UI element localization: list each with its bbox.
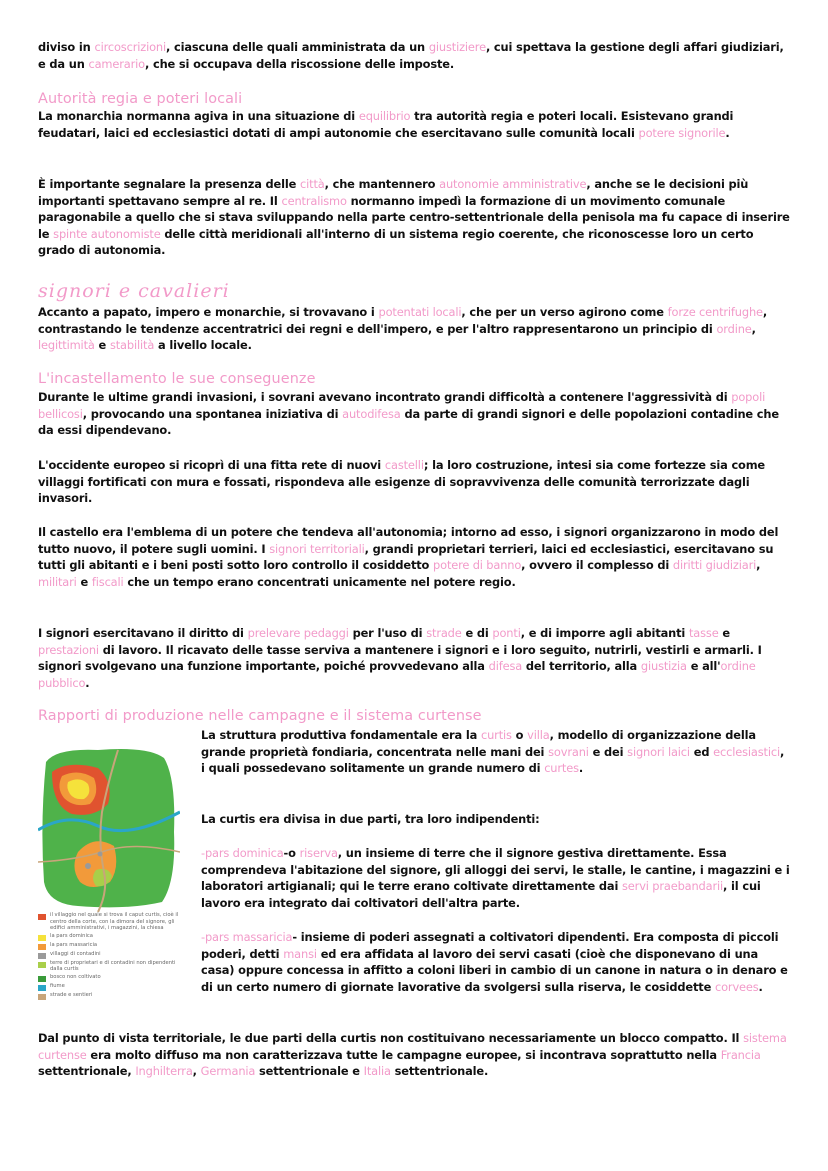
paragraph-curtis xyxy=(201,727,791,777)
highlighted-term: difesa xyxy=(488,659,523,674)
text-run: , ovvero il complesso di xyxy=(521,558,673,573)
text-run: a livello locale. xyxy=(154,338,252,353)
paragraph-pars-massaricia xyxy=(201,929,791,995)
text-run: era molto diffuso ma non caratterizzava tutte le campagne europee, si incontrava soprattutto nella xyxy=(86,1047,721,1062)
highlighted-term: castelli xyxy=(384,458,424,472)
highlighted-term: camerario xyxy=(88,56,145,71)
heading-signori-cavalieri: signori e cavalieri xyxy=(38,280,230,302)
legend-swatch xyxy=(38,985,46,991)
paragraph-castelli xyxy=(38,457,790,507)
highlighted-term: potere di banno xyxy=(433,558,522,573)
highlighted-term: circoscrizioni xyxy=(94,40,166,54)
heading-autorita-regia: Autorità regia e poteri locali xyxy=(38,91,243,107)
legend-swatch xyxy=(38,962,46,968)
text-run: e xyxy=(718,626,730,640)
text-run: , provocando una spontanea iniziativa di xyxy=(82,406,343,421)
text-run: , cui spettava la gestione degli affari giudiziari, e da un xyxy=(38,40,784,71)
highlighted-term: prelevare pedaggi xyxy=(247,626,349,640)
heading-incastellamento: L'incastellamento le sue conseguenze xyxy=(38,371,316,387)
highlighted-term: prestazioni xyxy=(38,642,99,657)
highlighted-term: ordine pubblico xyxy=(38,659,756,690)
text-run: , i quali possedevano solitamente un grande numero di xyxy=(201,744,785,776)
text-run: , anche se le decisioni più importanti spettavano sempre al re. Il xyxy=(38,177,749,208)
text-run: del territorio, alla xyxy=(522,659,641,674)
legend-label: strade e sentieri xyxy=(50,991,93,998)
highlighted-term: riserva xyxy=(299,846,338,860)
text-run: , un insieme di terre che il signore gestiva direttamente. Essa comprendeva l'abitazione del signore, gli alloggi dei servi, le stalle, le cantine, i magazzini e i laboratori artigianali; qui le terre erano coltivate direttamente dai xyxy=(201,846,790,894)
map-village xyxy=(85,863,91,869)
legend-swatch xyxy=(38,976,46,982)
map-village xyxy=(98,852,103,857)
highlighted-term: signori laici xyxy=(627,744,690,759)
legend-item xyxy=(38,960,183,973)
highlighted-term: centralismo xyxy=(281,193,347,208)
highlighted-term: popoli bellicosi xyxy=(38,390,766,421)
text-run: . xyxy=(578,761,584,776)
text-run: che un tempo erano concentrati unicamente nel potere regio. xyxy=(123,574,516,589)
text-run: -o xyxy=(283,846,300,860)
legend-swatch xyxy=(38,935,46,941)
text-run: . xyxy=(725,125,730,140)
legend-swatch xyxy=(38,944,46,950)
highlighted-term: città xyxy=(300,177,325,191)
legend-swatch xyxy=(38,914,46,920)
text-run: , che si occupava della riscossione delle imposte. xyxy=(144,56,455,71)
highlighted-term: Francia xyxy=(720,1047,761,1062)
text-run: , xyxy=(756,558,761,573)
text-run: e di xyxy=(461,626,493,640)
text-run: , contrastando le tendenze accentratrici dei regni e dell'impero, e per l'altro rappresentarono un principio di xyxy=(38,305,768,336)
highlighted-term: fiscali xyxy=(91,574,124,589)
text-run: . xyxy=(85,675,90,690)
highlighted-term: forze centrifughe xyxy=(667,305,763,319)
text-run: per l'uso di xyxy=(348,626,427,640)
highlighted-term: strade xyxy=(426,626,462,640)
paragraph-pedaggi xyxy=(38,625,790,691)
text-run: È importante segnalare la presenza delle xyxy=(38,177,301,191)
text-run: settentrionale e xyxy=(255,1064,364,1079)
paragraph-sistema-curtense xyxy=(38,1030,790,1080)
text-run: e all' xyxy=(686,659,721,674)
highlighted-term: equilibrio xyxy=(358,109,411,123)
highlighted-term: ordine xyxy=(716,321,752,336)
text-run: , ciascuna delle quali amministrata da un xyxy=(166,40,429,54)
paragraph-invasioni xyxy=(38,389,790,439)
legend-label: il villaggio nel quale si trova il caput curtis, cioè il centro della corte, con la dimora del signore, gli edifici amministrativi, i magazzini, la chiesa xyxy=(50,912,179,932)
text-run: e dei xyxy=(588,744,628,759)
highlighted-term: giustizia xyxy=(640,659,687,674)
legend-item xyxy=(38,974,183,982)
legend-label: fiume xyxy=(50,982,65,989)
text-run: diviso in xyxy=(38,40,95,54)
legend-label: terre di proprietari e di contadini non dipendenti dalla curtis xyxy=(50,959,176,973)
text-run: o xyxy=(511,728,528,742)
text-run: da parte di grandi signori e delle popolazioni contadine che da essi dipendevano. xyxy=(38,406,779,438)
text-run: , e di imporre agli abitanti xyxy=(520,626,689,640)
text-run: I signori esercitavano il diritto di xyxy=(38,626,248,640)
text-run: settentrionale, xyxy=(38,1064,136,1079)
legend-label: villaggi di contadini xyxy=(50,950,101,957)
text-run: e xyxy=(94,338,110,353)
highlighted-term: spinte autonomiste xyxy=(53,226,161,241)
highlighted-term: potere signorile xyxy=(638,125,726,140)
paragraph-castello-emblema xyxy=(38,524,790,590)
legend-item xyxy=(38,983,183,991)
highlighted-term: tasse xyxy=(688,626,719,640)
heading-rapporti-produzione: Rapporti di produzione nelle campagne e il sistema curtense xyxy=(38,708,482,724)
paragraph-circoscrizioni xyxy=(38,39,790,72)
highlighted-term: servi praebandarii xyxy=(622,879,724,894)
text-run: Durante le ultime grandi invasioni, i sovrani avevano incontrato grandi difficoltà a contenere l'aggressività di xyxy=(38,390,732,404)
legend-label: la pars dominica xyxy=(50,932,93,939)
highlighted-term: -pars dominica xyxy=(201,846,284,860)
highlighted-term: signori territoriali xyxy=(269,541,365,556)
highlighted-term: Italia xyxy=(363,1064,391,1079)
legend-item xyxy=(38,951,183,959)
text-run: ed era affidata al lavoro dei servi casati (cioè che disponevano di una casa) oppure concessa in affitto a coloni liberi in cambio di un canone in natura o in denaro e di un certo numero di giornate lavorative da svolgersi sulla riserva, le cosiddette xyxy=(201,946,788,994)
highlighted-term: Inghilterra xyxy=(135,1064,193,1079)
highlighted-term: -pars massaricia xyxy=(201,930,293,944)
text-run: La curtis era divisa in due parti, tra loro indipendenti: xyxy=(201,812,540,826)
text-run: delle città meridionali all'interno di un sistema regio coerente, che riconoscesse loro un certo grado di autonomia. xyxy=(38,226,754,258)
highlighted-term: diritti giudiziari xyxy=(672,558,757,573)
highlighted-term: potentati locali xyxy=(378,305,462,319)
paragraph-due-parti xyxy=(201,811,791,828)
legend-item xyxy=(38,942,183,950)
text-run: La monarchia normanna agiva in una situazione di xyxy=(38,109,359,123)
text-run: ed xyxy=(689,744,714,759)
highlighted-term: legittimità xyxy=(38,338,95,353)
text-run: - insieme di poderi assegnati a coltivatori dipendenti. Era composta di piccoli poderi, detti xyxy=(201,930,779,961)
paragraph-pars-dominica xyxy=(201,845,791,911)
highlighted-term: sovrani xyxy=(548,744,589,759)
highlighted-term: corvees xyxy=(714,979,759,994)
legend-item xyxy=(38,933,183,941)
text-run: , il cui lavoro era integrato dai coltivatori dell'altra parte. xyxy=(201,879,761,910)
text-run: La struttura produttiva fondamentale era la xyxy=(201,728,481,742)
legend-label: bosco non coltivato xyxy=(50,973,101,980)
text-run: settentrionale. xyxy=(390,1064,489,1079)
highlighted-term: ponti xyxy=(492,626,521,640)
text-run: normanno impedì la formazione di un movimento comunale paragonabile a quello che si stava sviluppando nella parte centro-settentrionale della penisola ma fu capace di inserire le xyxy=(38,193,790,241)
legend-item xyxy=(38,992,183,1000)
highlighted-term: autonomie amministrative xyxy=(439,177,587,191)
highlighted-term: villa xyxy=(527,728,550,742)
paragraph-citta xyxy=(38,176,790,259)
highlighted-term: militari xyxy=(38,574,77,589)
highlighted-term: ecclesiastici xyxy=(713,744,780,759)
text-run: , che per un verso agirono come xyxy=(461,305,668,319)
paragraph-potentati-locali xyxy=(38,304,790,354)
text-run: , modello di organizzazione della grande proprietà fondiaria, concentrata nelle mani dei xyxy=(201,728,756,759)
text-run: ; la loro costruzione, intesi sia come fortezze sia come villaggi fortificati con mura e fossati, rispondeva alle esigenze di sopravvivenza delle comunità terrorizzate dagli invasori. xyxy=(38,458,766,506)
highlighted-term: autodifesa xyxy=(342,406,401,421)
curtis-map-illustration xyxy=(38,742,180,912)
text-run: , che mantennero xyxy=(324,177,440,191)
text-run: Dal punto di vista territoriale, le due parti della curtis non costituivano necessariamente un blocco compatto. Il xyxy=(38,1031,744,1045)
map-legend xyxy=(38,912,183,1001)
highlighted-term: sistema curtense xyxy=(38,1031,787,1062)
highlighted-term: mansi xyxy=(283,946,317,961)
text-run: di lavoro. Il ricavato delle tasse serviva a mantenere i signori e i loro seguito, nutrirli, vestirli e armarli. I signori svolgevano una funzione importante, poiché provvedevano alla xyxy=(38,642,762,674)
highlighted-term: curtis xyxy=(480,728,512,742)
text-run: e xyxy=(76,574,92,589)
text-run: Il castello era l'emblema di un potere che tendeva all'autonomia; intorno ad esso, i signori organizzarono in modo del tutto nuovo, il potere sugli uomini. I xyxy=(38,525,779,556)
text-run: tra autorità regia e poteri locali. Esistevano grandi feudatari, laici ed ecclesiastici dotati di ampi autonomie che esercitavano sulle comunità locali xyxy=(38,109,734,140)
text-run: , grandi proprietari terrieri, laici ed ecclesiastici, esercitavano su tutti gli abitanti e i beni posti sotto loro controllo il cosiddetto xyxy=(38,541,774,573)
text-run: . xyxy=(758,979,763,994)
highlighted-term: stabilità xyxy=(109,338,155,353)
paragraph-monarchia-normanna xyxy=(38,108,790,141)
legend-swatch xyxy=(38,994,46,1000)
highlighted-term: curtes xyxy=(544,761,579,776)
highlighted-term: giustiziere xyxy=(428,40,486,54)
legend-swatch xyxy=(38,953,46,959)
text-run: Accanto a papato, impero e monarchie, si trovavano i xyxy=(38,305,379,319)
text-run: L'occidente europeo si ricoprì di una fitta rete di nuovi xyxy=(38,458,385,472)
text-run: , xyxy=(751,321,756,336)
highlighted-term: Germania xyxy=(200,1064,256,1079)
legend-item xyxy=(38,912,183,932)
legend-label: la pars massaricia xyxy=(50,941,98,948)
text-run: , xyxy=(192,1064,201,1079)
